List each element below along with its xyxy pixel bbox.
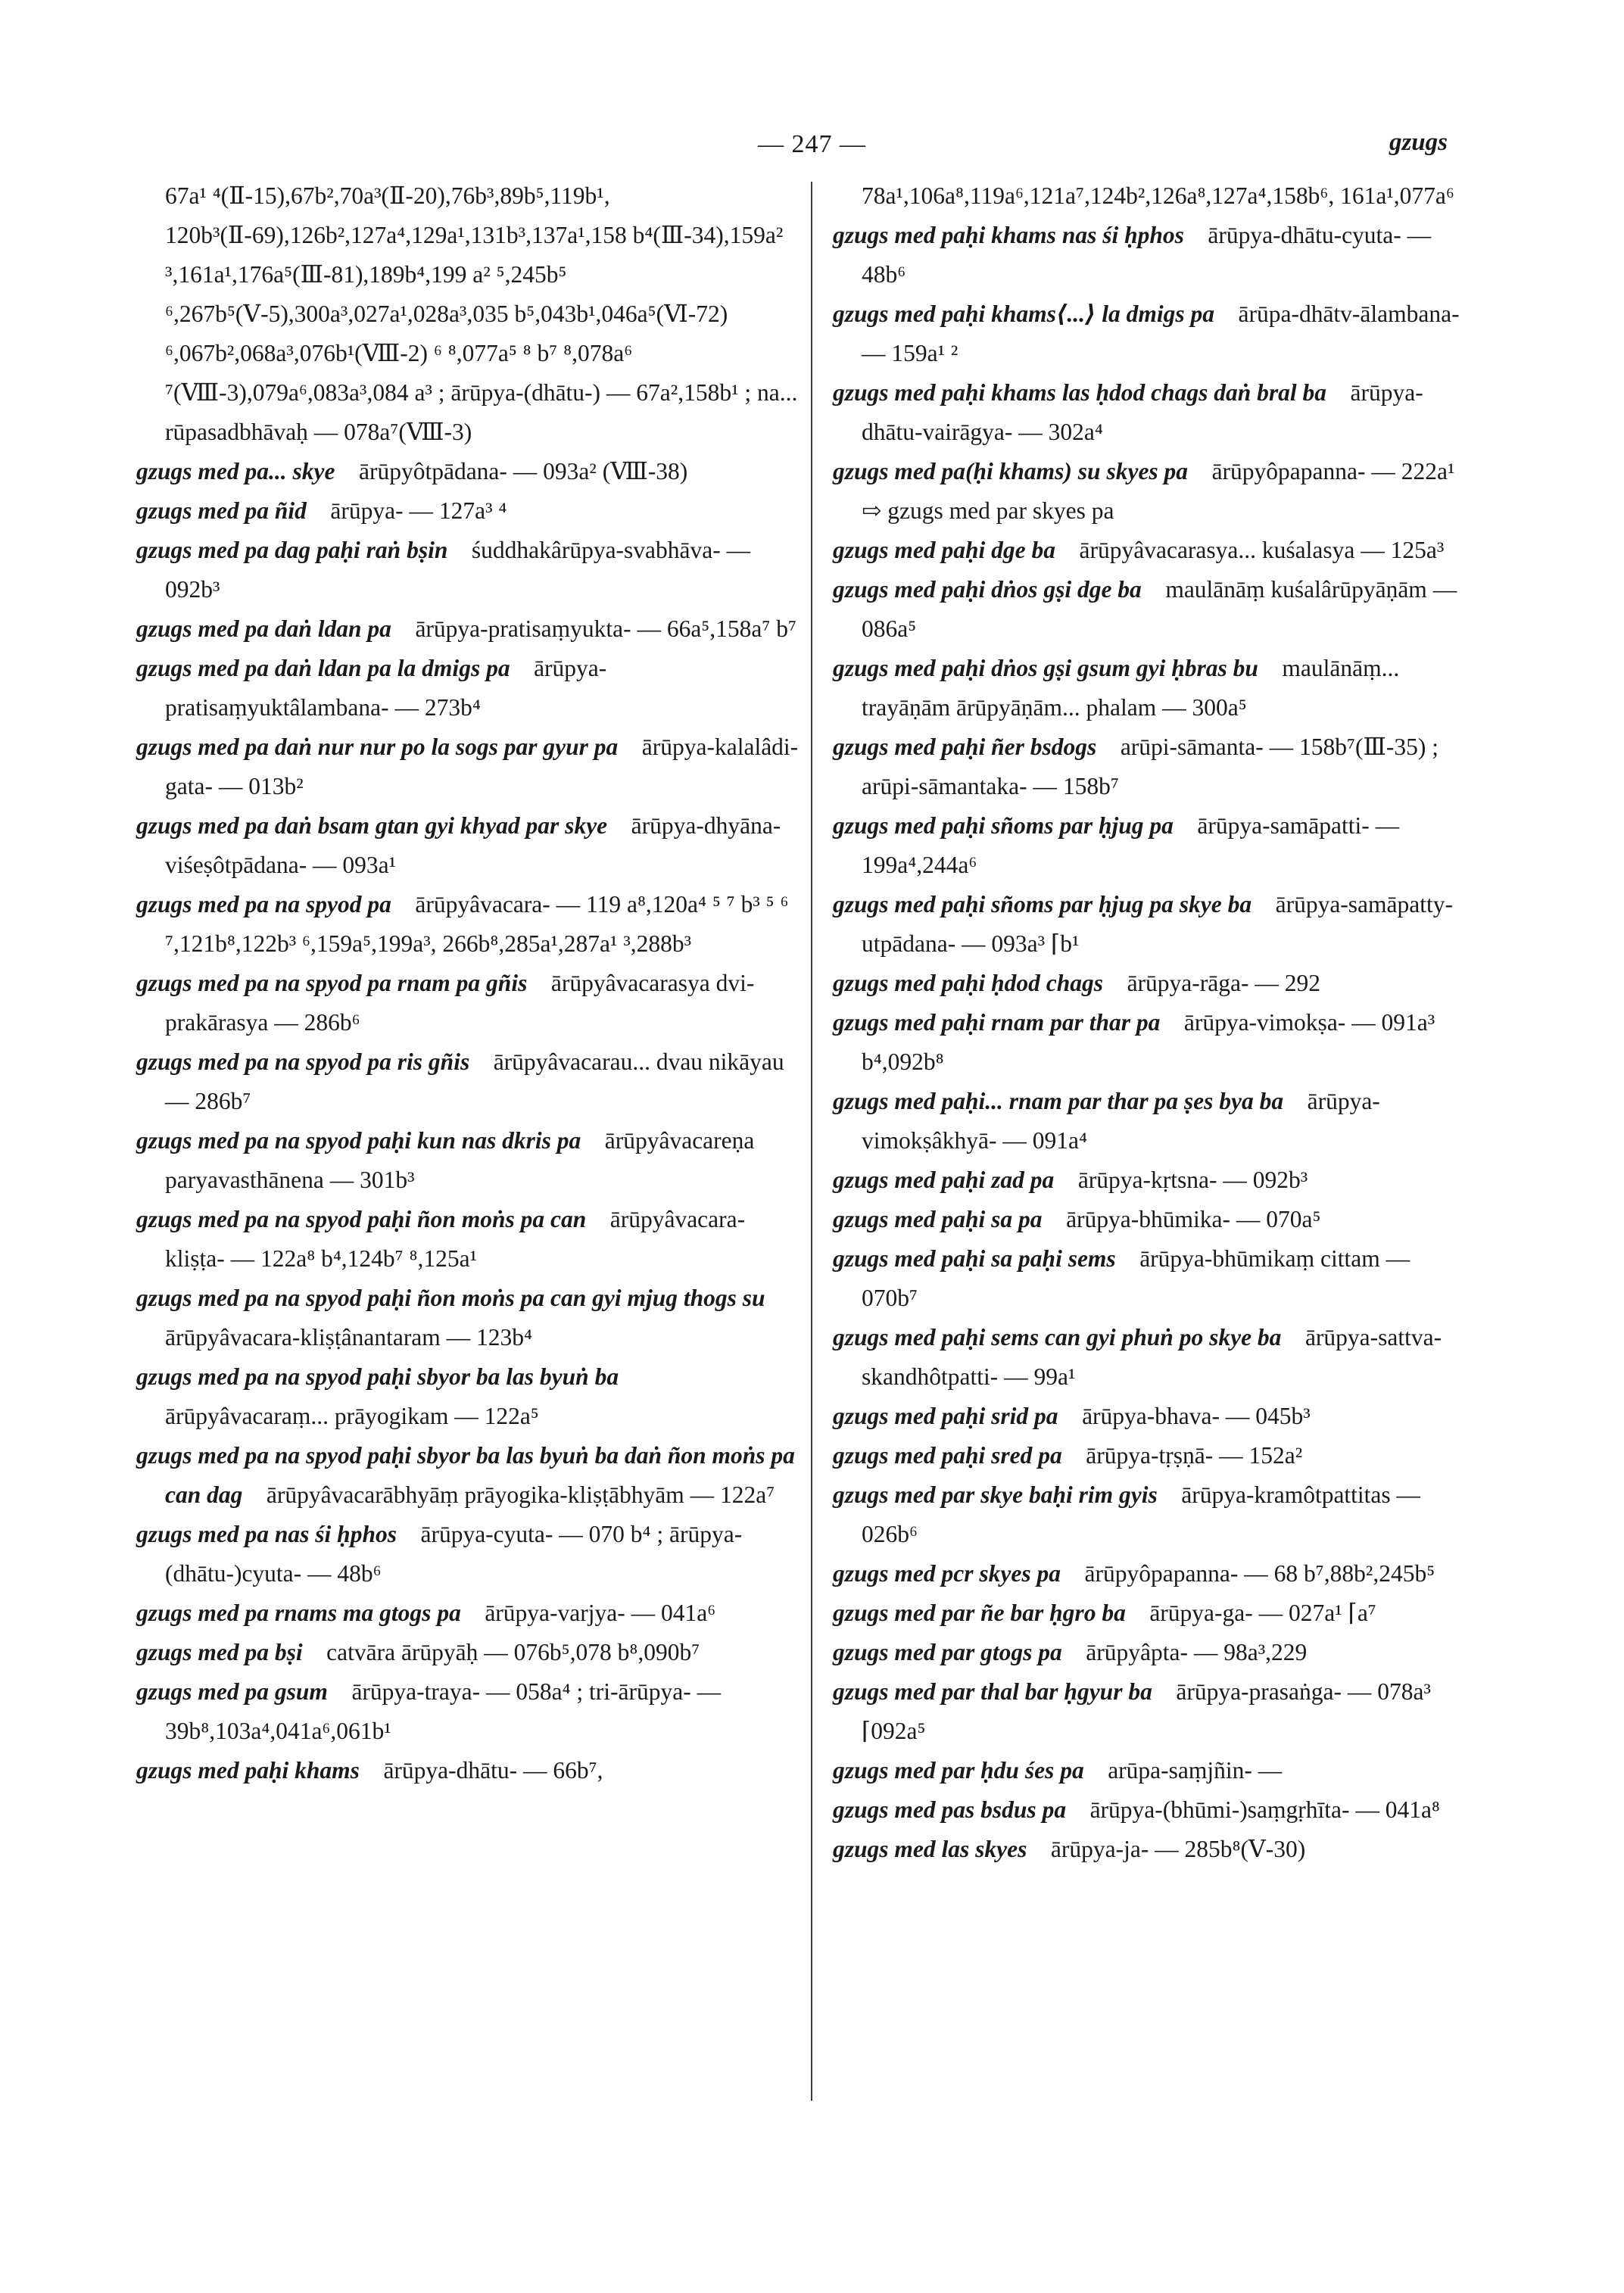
- dictionary-entry: [136, 1594, 803, 1633]
- entry-headword: gzugs med paḥi sa paḥi sems: [833, 1245, 1116, 1272]
- entry-gloss: ārūpya-cyuta- — 070 b⁴ ; ārūpya-(dhātu-)cyuta- — 48b⁶: [165, 1521, 743, 1587]
- entry-gloss: ārūpyôpapanna- — 68 b⁷,88b²,245b⁵: [1084, 1560, 1435, 1587]
- dictionary-entry: [136, 1633, 803, 1672]
- entry-headword: gzugs med pa daṅ ldan pa: [136, 615, 391, 642]
- dictionary-entry: [833, 1672, 1470, 1751]
- dictionary-entry: [833, 1475, 1470, 1554]
- entry-headword: gzugs med pa daṅ nur nur po la sogs par gyur pa: [136, 734, 619, 760]
- entry-gloss: ārūpya-prasaṅga- — 078a³ ⌈092a⁵: [862, 1678, 1431, 1744]
- entry-headword: gzugs med paḥi srid pa: [833, 1403, 1058, 1429]
- entry-headword: gzugs med pa na spyod pa ris gñis: [136, 1048, 470, 1075]
- entry-headword: gzugs med pa na spyod pa rnam pa gñis: [136, 970, 528, 996]
- entry-headword: gzugs med pa daṅ bsam gtan gyi khyad par skye: [136, 812, 608, 839]
- entry-headword: gzugs med paḥi khams las ḥdod chags daṅ bral ba: [833, 379, 1327, 406]
- entry-gloss: ārūpya-dhātu- — 66b⁷,: [383, 1757, 603, 1784]
- entry-headword: gzugs med pa(ḥi khams) su skyes pa: [833, 458, 1189, 484]
- entry-headword: gzugs med paḥi khams⟨...⟩ la dmigs pa: [833, 301, 1214, 327]
- entry-headword: gzugs med paḥi... rnam par thar pa ṣes bya ba: [833, 1088, 1284, 1114]
- entry-headword: gzugs med pas bsdus pa: [833, 1796, 1067, 1823]
- dictionary-entry: [833, 1554, 1470, 1594]
- dictionary-entry: [833, 1830, 1470, 1869]
- entry-headword: gzugs med paḥi sems can gyi phuṅ po skye ba: [833, 1324, 1282, 1351]
- entry-headword: gzugs med pa na spyod paḥi ñon moṅs pa can: [136, 1206, 587, 1232]
- dictionary-entry: [136, 1042, 803, 1121]
- entry-gloss: maulānāṃ kuśalârūpyāṇām — 086a⁵: [862, 576, 1457, 642]
- entry-gloss: arūpi-sāmanta- — 158b⁷(Ⅲ-35) ; arūpi-sāmantaka- — 158b⁷: [862, 734, 1439, 799]
- dictionary-entry: [136, 727, 803, 806]
- entry-gloss: ārūpya-vimokṣâkhyā- — 091a⁴: [862, 1088, 1380, 1154]
- entry-gloss: ārūpya-dhyāna-viśeṣôtpādana- — 093a¹: [165, 812, 781, 878]
- entry-gloss: ārūpyôtpādana- — 093a² (Ⅷ-38): [359, 458, 688, 484]
- entry-gloss: ārūpyâvacareṇa paryavasthānena — 301b³: [165, 1127, 755, 1193]
- entry-gloss: 78a¹,106a⁸,119a⁶,121a⁷,124b²,126a⁸,127a⁴,158b⁶, 161a¹,077a⁶: [862, 182, 1454, 209]
- entry-headword: gzugs med pa na spyod paḥi sbyor ba las byuṅ ba daṅ ñon moṅs pa can dag: [136, 1442, 795, 1508]
- entry-gloss: ārūpya-bhūmikaṃ cittam — 070b⁷: [862, 1245, 1410, 1311]
- column-divider: [811, 182, 812, 2101]
- dictionary-entry: [833, 964, 1470, 1003]
- dictionary-entry: [136, 1121, 803, 1200]
- entry-headword: gzugs med pa daṅ ldan pa la dmigs pa: [136, 655, 510, 681]
- entry-headword: gzugs med las skyes: [833, 1836, 1027, 1862]
- dictionary-entry: [833, 727, 1470, 806]
- dictionary-entry: [136, 649, 803, 727]
- right-column: [833, 176, 1470, 1869]
- dictionary-entry: [833, 452, 1470, 531]
- entry-headword: gzugs med pa dag paḥi raṅ bṣin: [136, 537, 448, 563]
- dictionary-entry: [833, 1200, 1470, 1239]
- dictionary-entry: [833, 1082, 1470, 1161]
- entry-headword: gzugs med pa na spyod paḥi sbyor ba las byuṅ ba: [136, 1363, 619, 1390]
- dictionary-entry: [136, 1515, 803, 1594]
- entry-gloss: ārūpya-ga- — 027a¹ ⌈a⁷: [1149, 1600, 1376, 1626]
- dictionary-entry: [833, 1003, 1470, 1082]
- dictionary-entry: [833, 649, 1470, 727]
- entry-headword: gzugs med paḥi ñer bsdogs: [833, 734, 1097, 760]
- entry-gloss: catvāra ārūpyāḥ — 076b⁵,078 b⁸,090b⁷: [326, 1639, 700, 1665]
- entry-gloss: ārūpyâvacarasya... kuśalasya — 125a³: [1079, 537, 1445, 563]
- entry-gloss: ārūpyâvacara- kliṣṭa- — 122a⁸ b⁴,124b⁷ ⁸,125a¹: [165, 1206, 746, 1272]
- entry-gloss: arūpa-saṃjñin- —: [1108, 1757, 1283, 1784]
- entry-headword: gzugs med paḥi sa pa: [833, 1206, 1043, 1232]
- entry-gloss: ārūpya-bhūmika- — 070a⁵: [1066, 1206, 1321, 1232]
- entry-gloss: ārūpya- — 127a³ ⁴: [330, 497, 507, 524]
- entry-gloss: ārūpya-kṛtsna- — 092b³: [1077, 1167, 1308, 1193]
- entry-gloss: ārūpya-pratisaṃyukta- — 66a⁵,158a⁷ b⁷: [415, 615, 796, 642]
- entry-gloss: ārūpya-varjya- — 041a⁶: [485, 1600, 716, 1626]
- dictionary-entry: [833, 1161, 1470, 1200]
- entry-headword: gzugs med par ñe bar ḥgro ba: [833, 1600, 1126, 1626]
- entry-headword: gzugs med pa... skye: [136, 458, 335, 484]
- entry-gloss: ārūpyâvacarābhyāṃ prāyogika-kliṣṭābhyām — 122a⁷: [266, 1481, 775, 1508]
- entry-gloss: ārūpyôpapanna- — 222a¹ ⇨ gzugs med par skyes pa: [862, 458, 1455, 524]
- dictionary-entry: [136, 1357, 803, 1436]
- dictionary-entry: [136, 964, 803, 1042]
- entry-headword: gzugs med paḥi ḥdod chags: [833, 970, 1104, 996]
- dictionary-entry: [833, 1397, 1470, 1436]
- dictionary-entry: [136, 531, 803, 609]
- dictionary-entry: [136, 1279, 803, 1357]
- dictionary-entry: [833, 294, 1470, 373]
- entry-headword: gzugs med pa na spyod paḥi ñon moṅs pa can gyi mjug thogs su: [136, 1285, 765, 1311]
- dictionary-entry: [136, 1751, 803, 1790]
- dictionary-entry: [136, 1200, 803, 1279]
- entry-gloss: ārūpya-traya- — 058a⁴ ; tri-ārūpya- — 39b⁸,103a⁴,041a⁶,061b¹: [165, 1678, 722, 1744]
- entry-gloss: ārūpya-samāpatti- — 199a⁴,244a⁶: [862, 812, 1400, 878]
- entry-gloss: ārūpya-sattva-skandhôtpatti- — 99a¹: [862, 1324, 1442, 1390]
- entry-headword: gzugs med paḥi khams: [136, 1757, 360, 1784]
- left-column: [136, 176, 803, 1790]
- entry-gloss: ārūpyâvacarasya dvi-prakārasya — 286b⁶: [165, 970, 755, 1036]
- entry-headword: gzugs med pa gsum: [136, 1678, 328, 1705]
- entry-headword: gzugs med pa na spyod pa: [136, 891, 391, 918]
- dictionary-entry: [833, 216, 1470, 294]
- dictionary-entry: [136, 1436, 803, 1515]
- entry-gloss: 67a¹ ⁴(Ⅱ-15),67b²,70a³(Ⅱ-20),76b³,89b⁵,119b¹, 120b³(Ⅱ-69),126b²,127a⁴,129a¹,131b³,137a¹,158 b⁴(Ⅲ-34),159a² ³,161a¹,176a⁵(Ⅲ-81),189b⁴,199 a² ⁵,245b⁵ ⁶,267b⁵(Ⅴ-5),300a³,027a¹,028a³,035 b⁵,043b¹,046a⁵(Ⅵ-72) ⁶,067b²,068a³,076b¹(Ⅷ-2) ⁶ ⁸,077a⁵ ⁸ b⁷ ⁸,078a⁶ ⁷(Ⅷ-3),079a⁶,083a³,084 a³ ; ārūpya-(dhātu-) — 67a²,158b¹ ; na... rūpasadbhāvaḥ — 078a⁷(Ⅷ-3): [165, 182, 798, 445]
- dictionary-entry: [136, 176, 803, 452]
- entry-headword: gzugs med paḥi sred pa: [833, 1442, 1062, 1469]
- dictionary-entry: [136, 491, 803, 531]
- dictionary-entry: [833, 1790, 1470, 1830]
- dictionary-entry: [136, 452, 803, 491]
- entry-headword: gzugs med paḥi dṅos gṣi dge ba: [833, 576, 1142, 603]
- entry-headword: gzugs med pa bṣi: [136, 1639, 303, 1665]
- dictionary-entry: [833, 806, 1470, 885]
- entry-gloss: ārūpyâvacara- — 119 a⁸,120a⁴ ⁵ ⁷ b³ ⁵ ⁶ ⁷,121b⁸,122b³ ⁶,159a⁵,199a³, 266b⁸,285a¹,287a¹ ³,288b³: [165, 891, 789, 957]
- entry-headword: gzugs med par ḥdu śes pa: [833, 1757, 1084, 1784]
- entry-gloss: ārūpyâvacaraṃ... prāyogikam — 122a⁵: [165, 1403, 539, 1429]
- entry-headword: gzugs med paḥi khams nas śi ḥphos: [833, 222, 1184, 248]
- entry-gloss: maulānāṃ... trayāṇām ārūpyāṇām... phalam — 300a⁵: [862, 655, 1400, 721]
- entry-gloss: ārūpa-dhātv-ālambana- — 159a¹ ²: [862, 301, 1460, 366]
- entry-gloss: ārūpya-(bhūmi-)saṃgṛhīta- — 041a⁸: [1089, 1796, 1440, 1823]
- entry-headword: gzugs med paḥi dge ba: [833, 537, 1056, 563]
- entry-gloss: ārūpya-vimokṣa- — 091a³ b⁴,092b⁸: [862, 1009, 1435, 1075]
- running-head: gzugs: [1389, 129, 1448, 156]
- dictionary-entry: [833, 570, 1470, 649]
- entry-headword: gzugs med par skye baḥi rim gyis: [833, 1481, 1158, 1508]
- entry-headword: gzugs med pa ñid: [136, 497, 307, 524]
- entry-gloss: ārūpya-samāpatty-utpādana- — 093a³ ⌈b¹: [862, 891, 1453, 957]
- entry-gloss: śuddhakârūpya-svabhāva- — 092b³: [165, 537, 751, 603]
- dictionary-entry: [833, 531, 1470, 570]
- page-number: — 247 —: [758, 130, 866, 158]
- entry-gloss: ārūpya-tṛṣṇā- — 152a²: [1086, 1442, 1303, 1469]
- entry-headword: gzugs med pa na spyod paḥi kun nas dkris pa: [136, 1127, 581, 1154]
- dictionary-entry: [136, 885, 803, 964]
- entry-gloss: ārūpya-dhātu-vairāgya- — 302a⁴: [862, 379, 1423, 445]
- entry-headword: gzugs med pcr skyes pa: [833, 1560, 1061, 1587]
- entry-gloss: ārūpya-pratisaṃyuktâlambana- — 273b⁴: [165, 655, 607, 721]
- entry-headword: gzugs med pa nas śi ḥphos: [136, 1521, 397, 1547]
- entry-headword: gzugs med par thal bar ḥgyur ba: [833, 1678, 1152, 1705]
- entry-headword: gzugs med paḥi rnam par thar pa: [833, 1009, 1161, 1036]
- dictionary-entry: [833, 1594, 1470, 1633]
- dictionary-entry: [136, 609, 803, 649]
- entry-headword: gzugs med pa rnams ma gtogs pa: [136, 1600, 461, 1626]
- entry-gloss: ārūpyâvacara-kliṣṭânantaram — 123b⁴: [165, 1324, 533, 1351]
- dictionary-entry: [833, 1436, 1470, 1475]
- entry-headword: gzugs med paḥi dṅos gṣi gsum gyi ḥbras bu: [833, 655, 1258, 681]
- entry-headword: gzugs med paḥi sñoms par ḥjug pa: [833, 812, 1174, 839]
- entry-headword: gzugs med par gtogs pa: [833, 1639, 1062, 1665]
- dictionary-entry: [833, 1751, 1470, 1790]
- dictionary-entry: [833, 885, 1470, 964]
- dictionary-entry: [833, 373, 1470, 452]
- entry-gloss: ārūpya-bhava- — 045b³: [1082, 1403, 1311, 1429]
- entry-gloss: ārūpyâvacarau... dvau nikāyau — 286b⁷: [165, 1048, 784, 1114]
- dictionary-entry: [833, 1633, 1470, 1672]
- entry-gloss: ārūpyâpta- — 98a³,229: [1086, 1639, 1308, 1665]
- entry-headword: gzugs med paḥi zad pa: [833, 1167, 1055, 1193]
- entry-headword: gzugs med paḥi sñoms par ḥjug pa skye ba: [833, 891, 1252, 918]
- dictionary-entry: [136, 806, 803, 885]
- entry-gloss: ārūpya-rāga- — 292: [1127, 970, 1320, 996]
- dictionary-entry: [833, 176, 1470, 216]
- entry-gloss: ārūpya-kalalâdi-gata- — 013b²: [165, 734, 799, 799]
- dictionary-entry: [833, 1239, 1470, 1318]
- dictionary-entry: [833, 1318, 1470, 1397]
- entry-gloss: ārūpya-dhātu-cyuta- — 48b⁶: [862, 222, 1432, 288]
- entry-gloss: ārūpya-ja- — 285b⁸(Ⅴ-30): [1050, 1836, 1306, 1862]
- entry-gloss: ārūpya-kramôtpattitas — 026b⁶: [862, 1481, 1421, 1547]
- dictionary-entry: [136, 1672, 803, 1751]
